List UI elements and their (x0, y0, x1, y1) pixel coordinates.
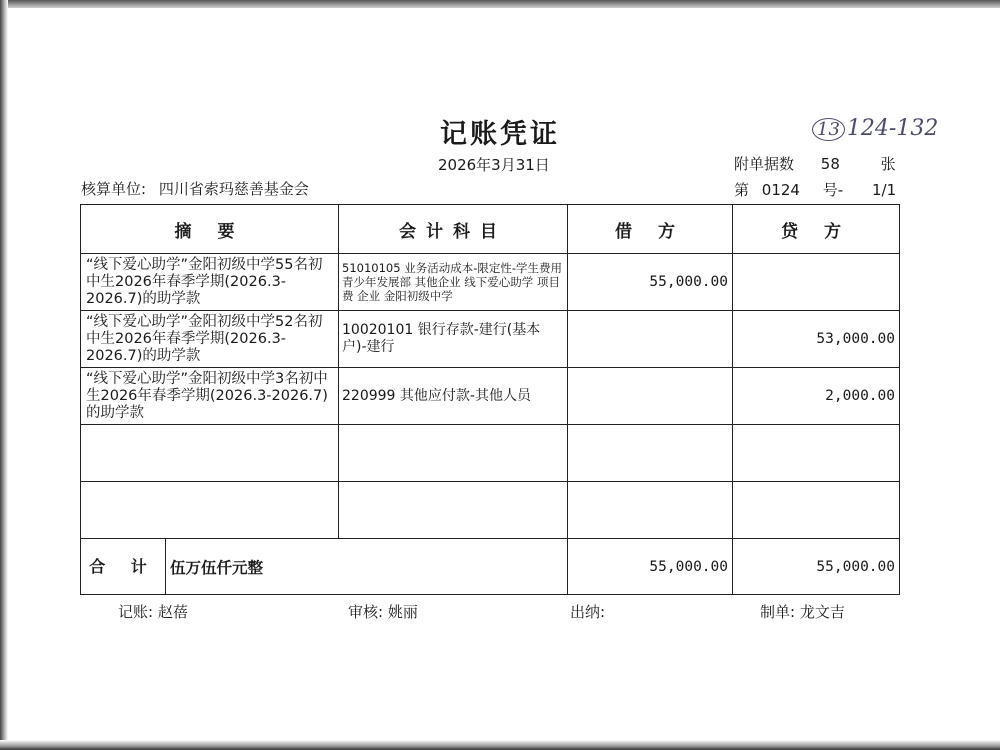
voucher-number-suffix: 号- (822, 181, 844, 199)
entry-summary: “线下爱心助学”金阳初级中学3名初中生2026年春季学期(2026.3-2026.7)的助学款 (81, 368, 339, 425)
entry-credit (733, 425, 900, 482)
signature-reviewer (348, 601, 418, 622)
signature-preparer (760, 601, 845, 622)
entry-account: 220999 其他应付款-其他人员 (339, 368, 568, 425)
handwritten-circled-number: 13 (812, 118, 845, 141)
entry-row-empty (81, 425, 900, 482)
entry-debit: 55,000.00 (568, 254, 733, 311)
header-summary: 摘 要 (81, 205, 339, 254)
cashier-label: 出纳: (570, 603, 606, 621)
signature-bookkeeper (118, 601, 188, 622)
accounting-unit (81, 178, 309, 199)
entry-account: 10020101 银行存款-建行(基本户)-建行 (339, 311, 568, 368)
header-row (81, 205, 900, 254)
entry-credit: 2,000.00 (733, 368, 900, 425)
header-account: 会计科目 (339, 205, 568, 254)
accounting-unit-label: 核算单位: (81, 180, 147, 198)
entry-debit (568, 368, 733, 425)
entry-credit: 53,000.00 (733, 311, 900, 368)
total-debit: 55,000.00 (568, 539, 733, 595)
reviewer-name: 姚丽 (387, 603, 418, 621)
entry-account: 51010105 业务活动成本-限定性-学生费用 青少年发展部 其他企业 线下爱心助学 项目费 企业 金阳初级中学 (339, 254, 568, 311)
voucher-number (734, 179, 896, 200)
attachments-info (734, 153, 896, 174)
entry-row-empty (81, 482, 900, 539)
bookkeeper-name: 赵蓓 (157, 603, 188, 621)
header-credit: 贷 方 (733, 205, 900, 254)
handwritten-range: 124-132 (846, 116, 939, 141)
bookkeeper-label: 记账: (118, 603, 154, 621)
voucher-table (80, 204, 900, 595)
total-credit: 55,000.00 (733, 539, 900, 595)
entry-debit (568, 311, 733, 368)
header-debit: 借 方 (568, 205, 733, 254)
total-label-cell (81, 539, 568, 595)
entry-summary (81, 482, 339, 539)
handwritten-note (812, 116, 938, 141)
signature-cashier (570, 601, 605, 622)
voucher-title: 记账凭证 (440, 119, 560, 150)
entry-summary: “线下爱心助学”金阳初级中学55名初中生2026年春季学期(2026.3-2026.7)的助学款 (81, 254, 339, 311)
scan-edge-top (0, 0, 1000, 8)
voucher-date: 2026年3月31日 (438, 156, 550, 174)
reviewer-label: 审核: (348, 603, 384, 621)
preparer-label: 制单: (760, 603, 796, 621)
scan-edge-bottom (0, 740, 1000, 750)
entry-debit (568, 425, 733, 482)
entry-account (339, 425, 568, 482)
entry-account (339, 482, 568, 539)
entry-debit (568, 482, 733, 539)
attachments-count: 58 (820, 155, 840, 173)
accounting-unit-name: 四川省索玛慈善基金会 (158, 180, 309, 198)
voucher-number-value: 0124 (761, 181, 800, 199)
voucher-number-prefix: 第 (734, 181, 750, 199)
entry-summary: “线下爱心助学”金阳初级中学52名初中生2026年春季学期(2026.3-2026.7)的助学款 (81, 311, 339, 368)
entry-credit (733, 254, 900, 311)
voucher-page: 1/1 (871, 181, 897, 199)
preparer-name: 龙文吉 (799, 603, 845, 621)
entry-row (81, 368, 900, 425)
attachments-label: 附单据数 (734, 155, 795, 173)
entry-row (81, 311, 900, 368)
entry-summary (81, 425, 339, 482)
entry-row (81, 254, 900, 311)
total-row (81, 539, 900, 595)
entry-credit (733, 482, 900, 539)
total-in-words: 伍万伍仟元整 (170, 558, 264, 577)
total-label: 合 计 (81, 539, 166, 594)
attachments-unit: 张 (880, 155, 896, 173)
